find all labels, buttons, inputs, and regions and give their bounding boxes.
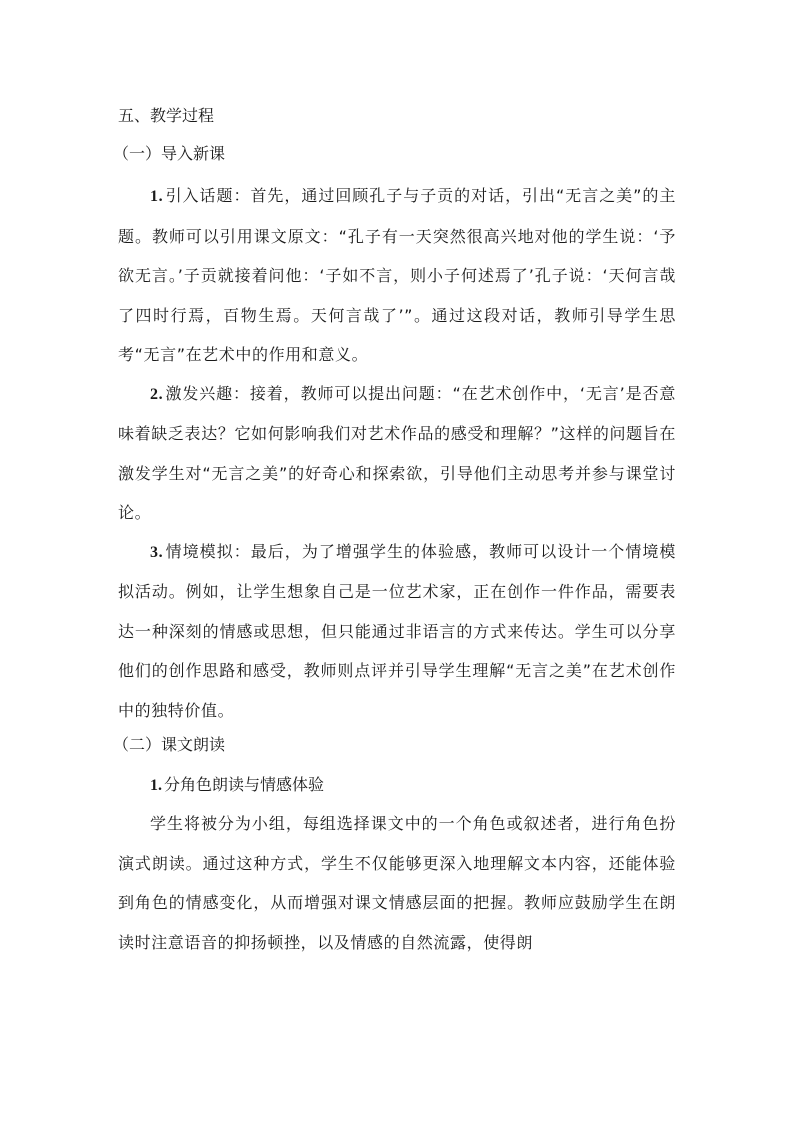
document-page: [113, 100, 676, 961]
subsection-heading-reading: （二）课文朗读: [113, 735, 226, 754]
section-heading: 五、教学过程: [118, 106, 215, 125]
paragraph-text: 情境模拟：最后，为了增强学生的体验感，教师可以设计一个情境模拟活动。例如，让学生想象自己是一位艺术家，正在创作一件作品，需要表达一种深刻的情感或思想，但只能通过非语言的方式来传达。学生可以分享他们的创作思路和感受，教师则点评并引导学生理解“无言之美”在艺术创作中的独特价值。: [118, 541, 676, 720]
subsection-heading-intro: （一）导入新课: [113, 144, 226, 163]
item-number: 1.: [150, 188, 164, 205]
paragraph-intro-topic: [118, 176, 676, 375]
item-title-role-reading: [118, 767, 676, 803]
paragraph-text: 激发兴趣：接着，教师可以提出问题：“在艺术创作中，‘无言’是否意味着缺乏表达？它如何影响我们对艺术作品的感受和理解？”这样的问题旨在激发学生对“无言之美”的好奇心和探索欲，引导他们主动思考并参与课堂讨论。: [118, 383, 676, 522]
paragraph-role-reading: 学生将被分为小组，每组选择课文中的一个角色或叙述者，进行角色扮演式朗读。通过这种方式，学生不仅能够更深入地理解文本内容，还能体验到角色的情感变化，从而增强对课文情感层面的把握。教师应鼓励学生在朗读时注意语音的抑扬顿挫，以及情感的自然流露，使得朗: [118, 814, 676, 952]
item-number: 1.: [150, 777, 162, 794]
paragraph-simulation: [118, 532, 676, 731]
item-number: 3.: [150, 543, 164, 561]
item-number: 2.: [150, 385, 164, 403]
paragraph-interest: [118, 374, 676, 533]
paragraph-text: 引入话题：首先，通过回顾孔子与子贡的对话，引出“无言之美”的主题。教师可以引用课文原文：“孔子有一天突然很高兴地对他的学生说：‘予欲无言。’子贡就接着问他：‘子如不言，则小子何述焉了’孔子说：‘天何言哉了四时行焉，百物生焉。天何言哉了’”。通过这段对话，教师引导学生思考“无言”在艺术中的作用和意义。: [118, 186, 676, 364]
item-title-text: 分角色朗读与情感体验: [164, 775, 325, 794]
